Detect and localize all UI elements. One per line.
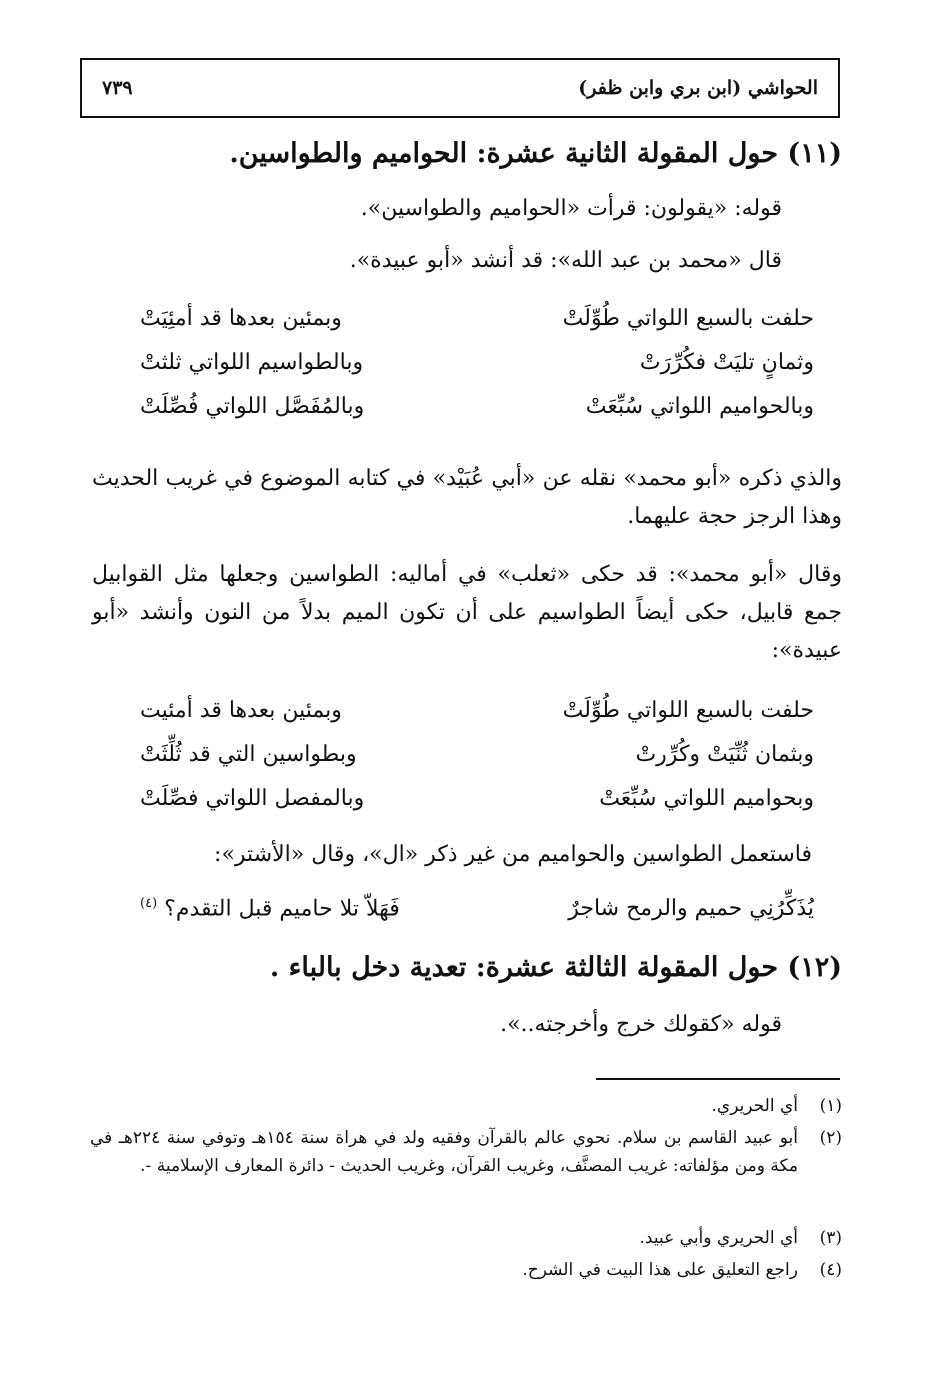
- footnote-separator: [596, 1078, 840, 1080]
- poem3-second: [140, 896, 400, 921]
- footnote-2: [90, 1124, 842, 1180]
- section-12-title: (١٢) حول المقولة الثالثة عشرة: تعدية دخل بالباء .: [269, 952, 842, 983]
- poem1-verse-2-second: وبالطواسيم اللواتي ثلثتْ: [140, 350, 364, 375]
- poem3-first: يُذَكِّرُنِي حميم والرمح شاجرٌ: [568, 896, 814, 921]
- poem1-verse-2-first: وثمانٍ تليَتْ فكُرِّرَتْ: [639, 350, 814, 375]
- footnote-1: [90, 1092, 842, 1120]
- footnote-text: راجع التعليق على هذا البيت في الشرح.: [522, 1260, 798, 1280]
- poem2-verse-1-second: وبمئين بعدها قد أمئيت: [140, 698, 342, 723]
- running-header: [80, 58, 840, 118]
- footnote-text: أبو عبيد القاسم بن سلام. نحوي عالم بالقرآن وفقيه ولد في هراة سنة ١٥٤هـ وتوفي سنة ٢٢٤هـ في مكة ومن مؤلفاته: غريب المصنَّف، وغريب القرآن، وغريب الحديث - دائرة المعارف الإسلامية -.: [90, 1128, 798, 1176]
- footnote-number: (٢): [819, 1128, 842, 1148]
- paragraph-3: فاستعمل الطواسين والحواميم من غير ذكر «ال»، وقال «الأشتر»:: [214, 842, 812, 867]
- poem2-verse-2-second: وبطواسين التي قد ثُلِّثَتْ: [140, 742, 357, 767]
- paragraph-1: والذي ذكره «أبو محمد» نقله عن «أبي عُبَيْد» في كتابه الموضوع في غريب الحديث وهذا الرجز حجة عليهما.: [92, 466, 842, 529]
- section-11-line-1: قوله: «يقولون: قرأت «الحواميم والطواسين».: [360, 196, 782, 221]
- footnote-3: [90, 1224, 842, 1252]
- poem3-second-text: فَهَلاّ تلا حاميم قبل التقدم؟: [164, 896, 400, 922]
- footnote-4: [90, 1256, 842, 1284]
- footnote-text: أي الحريري وأبي عبيد.: [639, 1228, 798, 1248]
- poem1-verse-3-second: وبالمُفَصَّل اللواتي فُصِّلَتْ: [140, 394, 365, 419]
- footnote-number: (١): [819, 1096, 842, 1116]
- footnote-text: أي الحريري.: [711, 1096, 798, 1116]
- footnote-number: (٣): [819, 1228, 842, 1248]
- section-12-line-1: قوله «كقولك خرج وأخرجته..».: [500, 1012, 782, 1037]
- section-11-title: (١١) حول المقولة الثانية عشرة: الحواميم والطواسين.: [229, 138, 842, 169]
- poem2-verse-2-first: وبثمان ثُنِّيَتْ وكُرِّرتْ: [635, 742, 814, 767]
- paragraph-2: وقال «أبو محمد»: قد حكى «ثعلب» في أماليه: الطواسين وجعلها مثل القوابيل جمع قابيل، حكى أيضاً الطواسيم على أن تكون الميم بدلاً من النون وأنشد «أبو عبيدة»:: [92, 562, 842, 663]
- page-number: ٧٣٩: [102, 77, 133, 99]
- section-11-line-2: قال «محمد بن عبد الله»: قد أنشد «أبو عبيدة».: [349, 248, 782, 273]
- footnote-number: (٤): [819, 1260, 842, 1280]
- footnote-marker-4: (٤): [140, 896, 158, 911]
- poem2-verse-3-first: وبحواميم اللواتي سُبِّعَتْ: [599, 786, 814, 811]
- poem1-verse-1-second: وبمئين بعدها قد أمئِيَتْ: [140, 306, 342, 331]
- poem2-verse-3-second: وبالمفصل اللواتي فصِّلَتْ: [140, 786, 365, 811]
- poem2-verse-1-first: حلفت بالسبع اللواتي طُوِّلَتْ: [562, 698, 814, 723]
- poem1-verse-3-first: وبالحواميم اللواتي سُبِّعَتْ: [585, 394, 814, 419]
- poem1-verse-1-first: حلفت بالسبع اللواتي طُوِّلَتْ: [562, 306, 814, 331]
- running-title: الحواشي (ابن بري وابن ظفر): [578, 77, 818, 99]
